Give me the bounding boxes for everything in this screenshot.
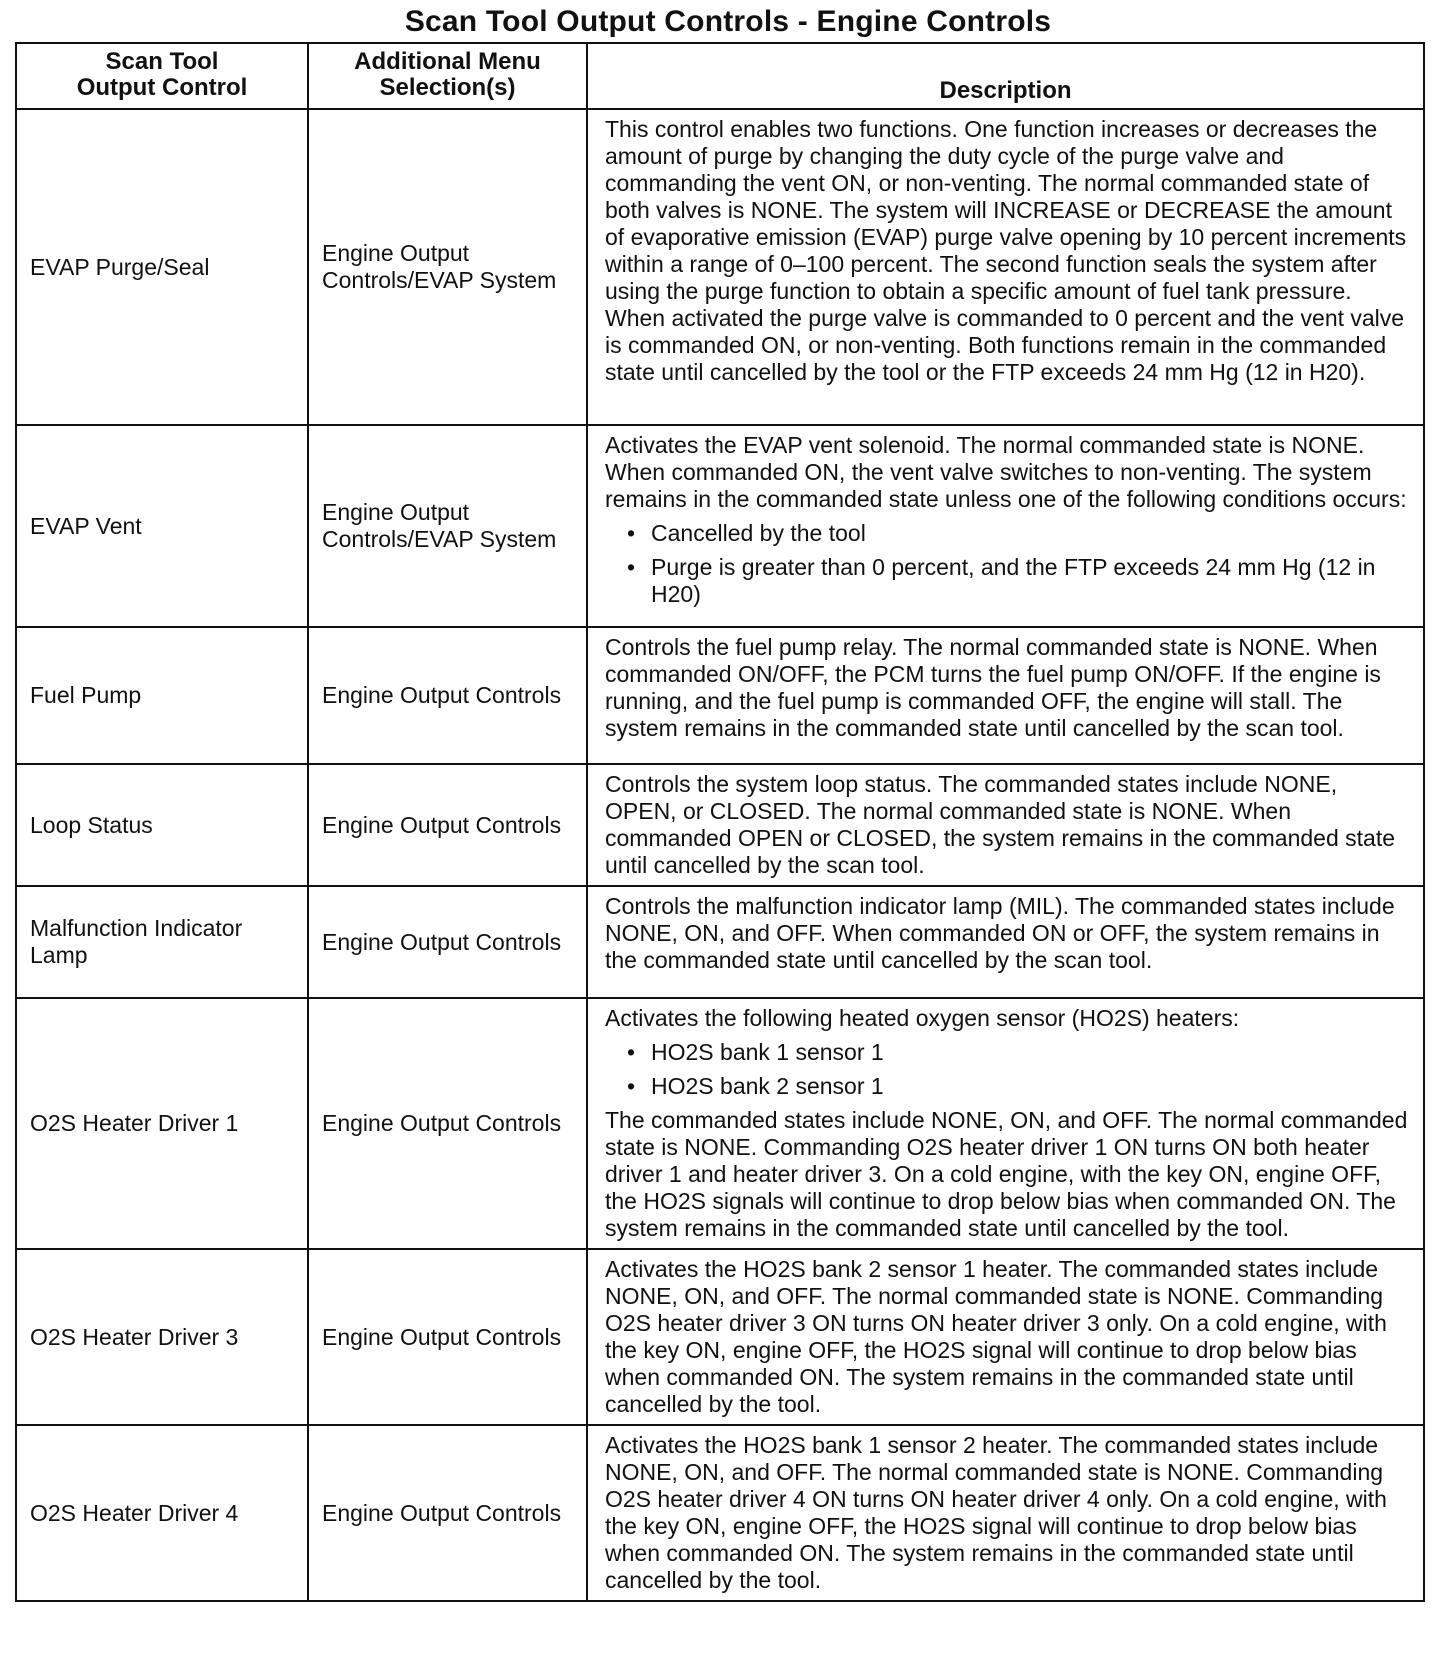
page-title: Scan Tool Output Controls - Engine Controls [404, 5, 1052, 38]
header-additional-menu-selections [308, 43, 587, 109]
table-row [16, 109, 1424, 425]
description-text: Controls the fuel pump relay. The normal commanded state is NONE. When commanded ON/OFF, the PCM turns the fuel pump ON/OFF. If the engine is running, and the fuel pump is commanded OFF, the engine will stall. The system remains in the commanded state until cancelled by the scan tool. [605, 634, 1381, 741]
cell-menu-selection: Engine Output Controls [308, 764, 587, 886]
cell-description [587, 109, 1424, 425]
cell-description [587, 425, 1424, 627]
cell-menu-selection: Engine Output Controls/EVAP System [308, 425, 587, 627]
table-row [16, 1425, 1424, 1601]
bullet-dot-icon: • [627, 554, 636, 580]
description-text: Activates the HO2S bank 1 sensor 2 heater. The commanded states include NONE, ON, and OFF. The normal commanded state is NONE. Commanding O2S heater driver 4 ON turns ON heater driver 4 only. On a cold engine, with the key ON, engine OFF, the HO2S signal will continue to drop below bias when commanded ON. The system remains in the commanded state until cancelled by the tool. [605, 1432, 1387, 1593]
cell-output-control: O2S Heater Driver 4 [16, 1425, 308, 1601]
bullet-item [605, 554, 1413, 608]
header-scan-tool-output-control [16, 43, 308, 109]
cell-description [587, 998, 1424, 1249]
bullet-text: HO2S bank 1 sensor 1 [651, 1039, 884, 1065]
cell-menu-selection: Engine Output Controls [308, 627, 587, 764]
bullet-list [605, 1039, 1413, 1100]
table-row [16, 425, 1424, 627]
cell-output-control: EVAP Purge/Seal [16, 109, 308, 425]
description-text: Activates the EVAP vent solenoid. The normal commanded state is NONE. When commanded ON, the vent valve switches to non-venting. The system remains in the commanded state unless one of the following conditions occurs: [605, 432, 1407, 512]
header-description: Description [587, 43, 1424, 109]
cell-output-control: Loop Status [16, 764, 308, 886]
bullet-item [605, 1039, 1413, 1066]
table-header-row [16, 43, 1424, 109]
bullet-text: Purge is greater than 0 percent, and the FTP exceeds 24 mm Hg (12 in H20) [651, 554, 1376, 607]
table-row [16, 998, 1424, 1249]
description-text: Controls the system loop status. The commanded states include NONE, OPEN, or CLOSED. The normal commanded state is NONE. When commanded OPEN or CLOSED, the system remains in the commanded state until cancelled by the scan tool. [605, 771, 1395, 878]
bullet-dot-icon: • [627, 520, 636, 546]
table-row [16, 764, 1424, 886]
table-body [16, 109, 1424, 1601]
description-text: Activates the HO2S bank 2 sensor 1 heater. The commanded states include NONE, ON, and OFF. The normal commanded state is NONE. Commanding O2S heater driver 3 ON turns ON heater driver 3 only. On a cold engine, with the key ON, engine OFF, the HO2S signal will continue to drop below bias when commanded ON. The system remains in the commanded state until cancelled by the tool. [605, 1256, 1387, 1417]
bullet-list [605, 520, 1413, 608]
cell-description [587, 1425, 1424, 1601]
cell-output-control: Fuel Pump [16, 627, 308, 764]
cell-output-control: O2S Heater Driver 1 [16, 998, 308, 1249]
bullet-item [605, 1073, 1413, 1100]
table-row [16, 886, 1424, 998]
header-line: Output Control [76, 74, 248, 101]
bullet-text: HO2S bank 2 sensor 1 [651, 1073, 884, 1099]
cell-output-control: EVAP Vent [16, 425, 308, 627]
cell-description [587, 764, 1424, 886]
cell-menu-selection: Engine Output Controls [308, 886, 587, 998]
output-controls-table [15, 42, 1425, 1602]
header-line: Additional Menu [354, 48, 541, 75]
cell-menu-selection: Engine Output Controls [308, 1249, 587, 1425]
bullet-dot-icon: • [627, 1073, 636, 1099]
cell-menu-selection: Engine Output Controls/EVAP System [308, 109, 587, 425]
cell-output-control: O2S Heater Driver 3 [16, 1249, 308, 1425]
description-text: This control enables two functions. One function increases or decreases the amount of purge by changing the duty cycle of the purge valve and commanding the vent ON, or non-venting. The normal commanded state of both valves is NONE. The system will INCREASE or DECREASE the amount of evaporative emission (EVAP) purge valve opening by 10 percent increments within a range of 0–100 percent. The second function seals the system after using the purge function to obtain a specific amount of fuel tank pressure. When activated the purge valve is commanded to 0 percent and the vent valve is commanded ON, or non-venting. Both functions remain in the commanded state until cancelled by the tool or the FTP exceeds 24 mm Hg (12 in H20). [605, 116, 1407, 385]
description-text-continued: The commanded states include NONE, ON, and OFF. The normal commanded state is NONE. Commanding O2S heater driver 1 ON turns ON both heater driver 1 and heater driver 3. On a cold engine, with the key ON, engine OFF, the HO2S signals will continue to drop below bias when commanded ON. The system remains in the commanded state until cancelled by the tool. [605, 1107, 1408, 1241]
bullet-dot-icon: • [627, 1039, 636, 1065]
bullet-text: Cancelled by the tool [651, 520, 866, 546]
cell-menu-selection: Engine Output Controls [308, 998, 587, 1249]
header-line: Selection(s) [379, 74, 516, 101]
cell-description [587, 627, 1424, 764]
cell-menu-selection: Engine Output Controls [308, 1425, 587, 1601]
description-text: Activates the following heated oxygen sensor (HO2S) heaters: [605, 1005, 1240, 1031]
cell-output-control: Malfunction Indicator Lamp [16, 886, 308, 998]
table-row [16, 627, 1424, 764]
cell-description [587, 1249, 1424, 1425]
description-text: Controls the malfunction indicator lamp (MIL). The commanded states include NONE, ON, and OFF. When commanded ON or OFF, the system remains in the commanded state until cancelled by the scan tool. [605, 893, 1395, 973]
header-line: Scan Tool [105, 48, 219, 75]
bullet-item [605, 520, 1413, 547]
cell-description [587, 886, 1424, 998]
table-row [16, 1249, 1424, 1425]
